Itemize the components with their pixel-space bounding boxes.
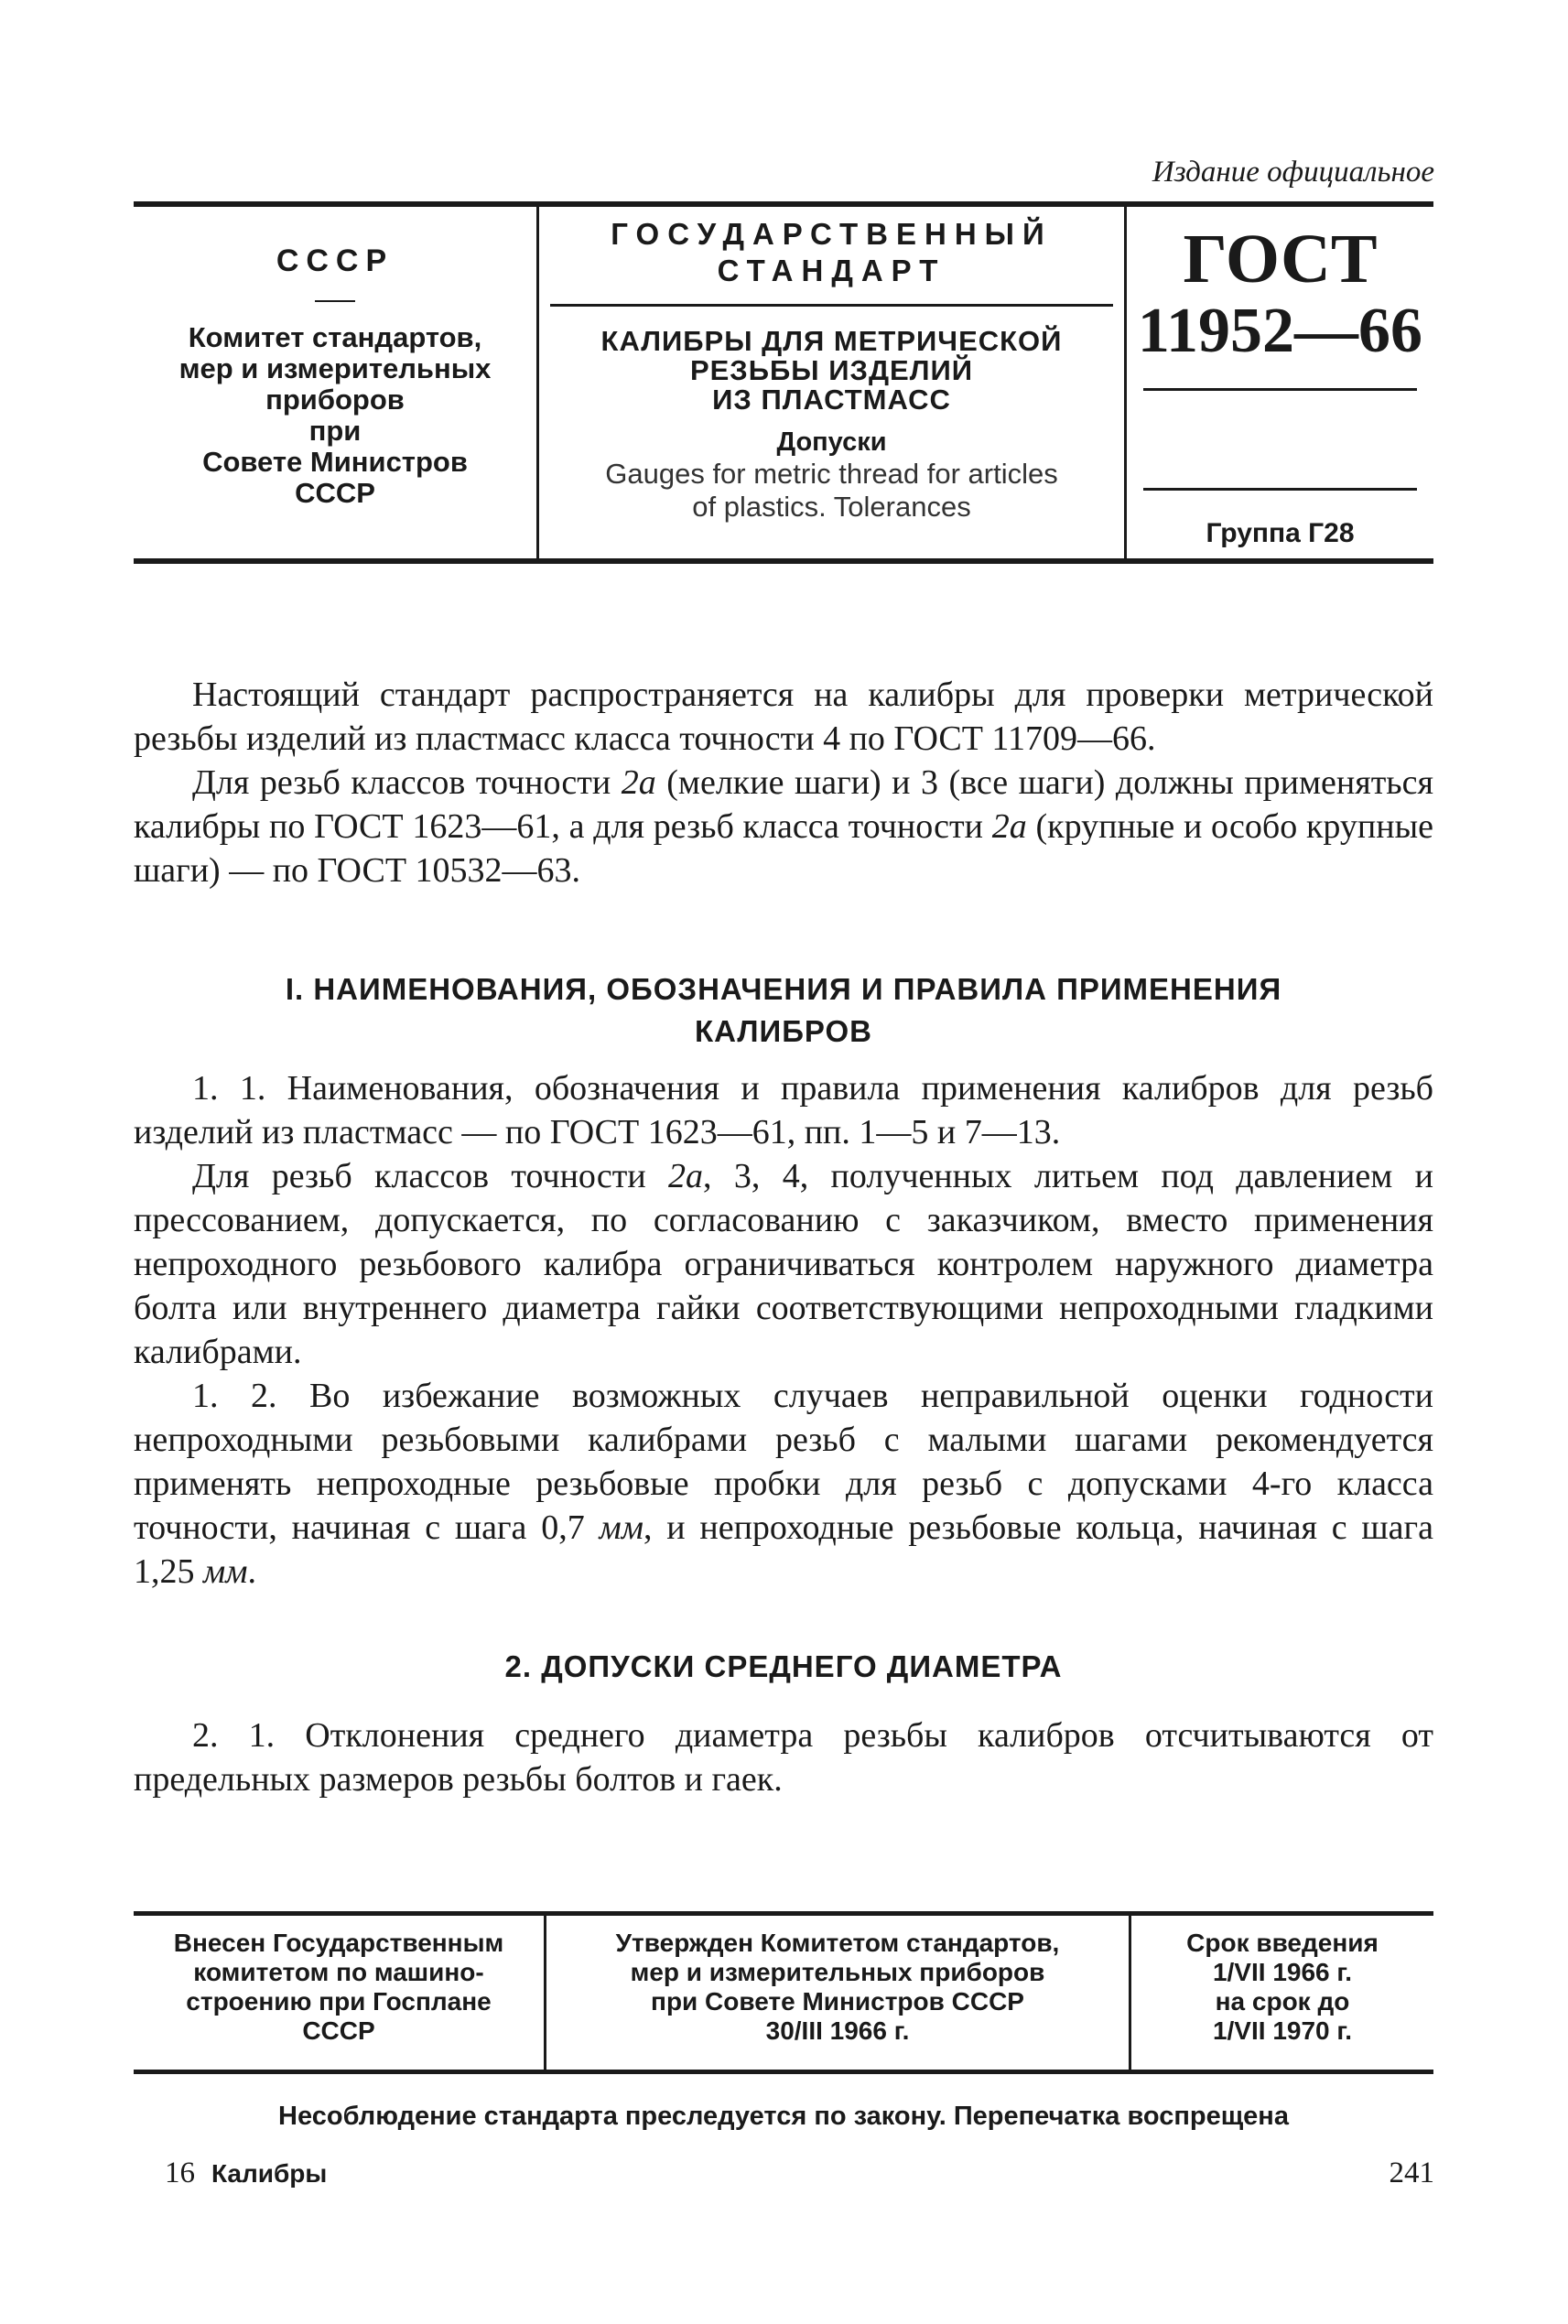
introduced-line: строению при Госплане <box>186 1987 492 2016</box>
divider-dash <box>315 300 355 302</box>
standard-label-line: СТАНДАРТ <box>717 254 946 287</box>
legal-notice: Несоблюдение стандарта преследуется по закону. Перепечатка воспрещена <box>278 2102 1289 2131</box>
section-1-heading <box>134 968 1433 1053</box>
header-title-cell <box>536 207 1127 558</box>
introduced-line: комитетом по машино- <box>193 1958 484 1986</box>
unit-mm: мм <box>203 1552 248 1591</box>
text-run: 1. 2. Во избежание возможных случаев неправильной оценки годности непроходными резьбовыми калибрами резьб с малыми шагами рекомендуется применять непроходные резьбовые пробки для резьб с допусками 4-го класса точности, начиная с шага 0,7 <box>134 1377 1433 1547</box>
text-run: , 3, 4, полученных литьем под давлением и прессованием, допускается, по согласованию с заказчиком, вместо применения непроходного резьбового калибра ограничиваться контролем наружного диаметра болта или внутреннего диаметра гайки соответствующими непроходными гладкими калибрами. <box>134 1157 1433 1371</box>
header-gost-cell <box>1127 207 1433 558</box>
divider-line <box>1143 488 1417 491</box>
english-title-line: Gauges for metric thread for articles <box>605 458 1058 490</box>
clause-2-1: 2. 1. Отклонения среднего диаметра резьбы калибров отсчитываются от предельных размеров резьбы болтов и гаек. <box>134 1716 1433 1799</box>
text-run: (мелкие шаги) и 3 (все шаги) должны применяться калибры по ГОСТ 1623—61, а для резьб класса точности <box>134 763 1433 846</box>
approved-line: при Совете Министров СССР <box>651 1987 1024 2016</box>
approved-line: Утвержден Комитетом стандартов, <box>615 1929 1060 1957</box>
heading-line: I. НАИМЕНОВАНИЯ, ОБОЗНАЧЕНИЯ И ПРАВИЛА ПРИМЕНЕНИЯ <box>285 972 1282 1006</box>
clause-1-1-note <box>134 1154 1433 1374</box>
introduced-line: Внесен Государственным <box>173 1929 504 1957</box>
standard-label <box>550 216 1113 307</box>
clause-1-1: 1. 1. Наименования, обозначения и правила применения калибров для резьб изделий из пластмасс — по ГОСТ 1623—61, пп. 1—5 и 7—13. <box>134 1069 1433 1151</box>
term-line: Срок введения <box>1186 1929 1379 1957</box>
header-table <box>134 201 1433 564</box>
standard-subtitle: Допуски <box>776 427 887 457</box>
section-2-heading: 2. ДОПУСКИ СРЕДНЕГО ДИАМЕТРА <box>504 1649 1063 1683</box>
committee-line: Совете Министров <box>202 446 468 478</box>
page-number: 241 <box>1389 2156 1434 2189</box>
title-line: ИЗ ПЛАСТМАСС <box>712 384 951 416</box>
title-line: КАЛИБРЫ ДЛЯ МЕТРИЧЕСКОЙ <box>600 325 1063 357</box>
section-2-body <box>134 1713 1433 1801</box>
english-title <box>539 458 1124 524</box>
intro-paragraph: Настоящий стандарт распространяется на калибры для проверки метрической резьбы изделий из пластмасс класса точности 4 по ГОСТ 11709—66. <box>134 676 1433 758</box>
text-run: Для резьб классов точности <box>192 763 622 802</box>
class-value: 2а <box>621 763 656 802</box>
signature-number: 16 <box>165 2156 195 2189</box>
text-run: , и непроходные резьбовые кольца, начиная с шага 1,25 <box>134 1508 1434 1591</box>
introduced-cell <box>134 1916 544 2070</box>
ussr-label: СССР <box>276 243 395 278</box>
divider-line <box>1143 388 1417 391</box>
introduced-line: СССР <box>302 2016 375 2045</box>
heading-line: КАЛИБРОВ <box>694 1014 873 1048</box>
committee-line: Комитет стандартов, <box>188 321 482 353</box>
english-title-line: of plastics. Tolerances <box>692 491 971 523</box>
standard-label-line: ГОСУДАРСТВЕННЫЙ <box>611 217 1053 251</box>
approved-cell <box>544 1916 1131 2070</box>
unit-mm: мм <box>599 1508 643 1547</box>
term-line: 1/VII 1970 г. <box>1212 2016 1353 2045</box>
gost-label: ГОСТ <box>1183 221 1378 297</box>
signature-label: Калибры <box>211 2159 328 2188</box>
gost-number: 11952—66 <box>1137 296 1423 366</box>
title-line: РЕЗЬБЫ ИЗДЕЛИЙ <box>689 354 974 386</box>
clause-1-2 <box>134 1374 1433 1594</box>
edition-label: Издание официальное <box>1152 156 1434 189</box>
class-value: 2а <box>991 807 1027 846</box>
approved-line: 30/III 1966 г. <box>765 2016 910 2045</box>
group-label: Группа Г28 <box>1206 518 1355 548</box>
term-line: 1/VII 1966 г. <box>1212 1958 1353 1986</box>
class-value: 2а <box>668 1157 704 1195</box>
standard-title <box>539 327 1124 415</box>
intro-paragraph <box>134 761 1433 892</box>
text-run: . <box>247 1552 257 1591</box>
page-footer-left <box>165 2156 327 2190</box>
committee-line: мер и измерительных <box>178 352 492 384</box>
approved-line: мер и измерительных приборов <box>630 1958 1045 1986</box>
committee-line: приборов <box>265 384 405 416</box>
term-cell <box>1131 1916 1433 2070</box>
header-committee-cell <box>134 207 536 558</box>
footer-table <box>134 1911 1433 2074</box>
committee-line: СССР <box>295 477 375 509</box>
committee-line: при <box>308 415 362 447</box>
text-run: Для резьб классов точности <box>192 1157 669 1195</box>
section-1-body <box>134 1066 1433 1594</box>
text-run: (крупные и особо крупные шаги) — по ГОСТ 10532—63. <box>134 807 1433 890</box>
term-line: на срок до <box>1215 1987 1350 2016</box>
intro-section <box>134 673 1433 892</box>
